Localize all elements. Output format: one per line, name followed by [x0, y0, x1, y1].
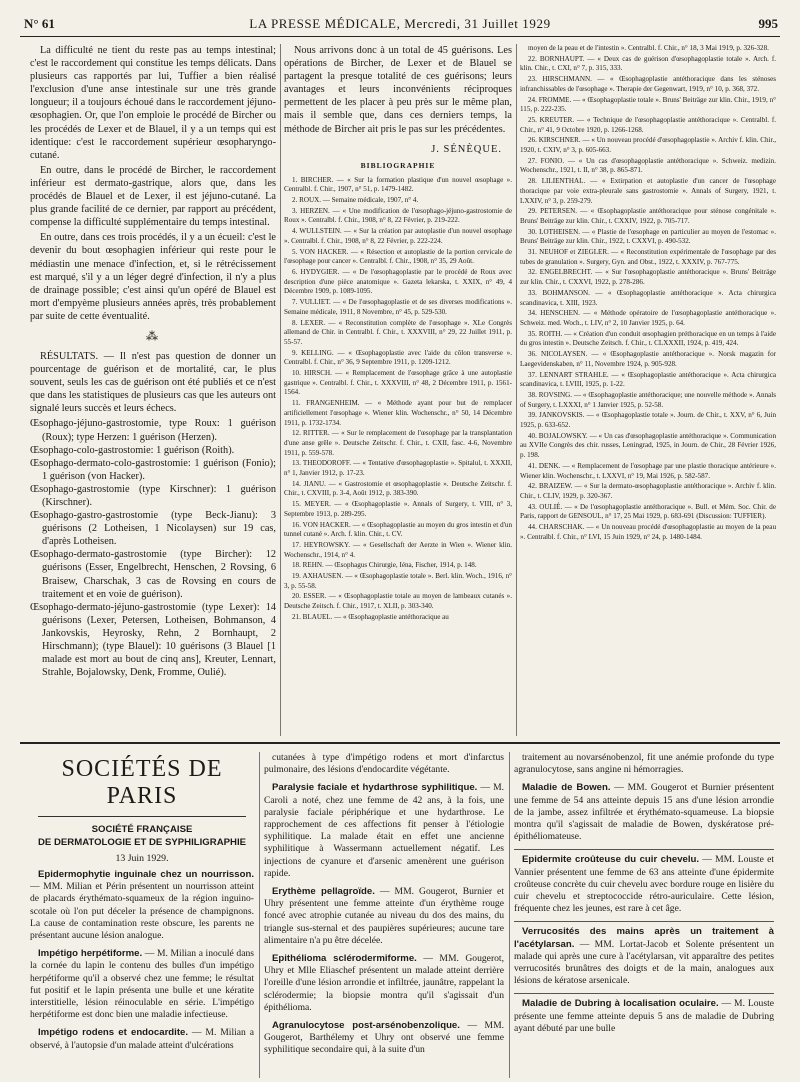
communication-heading: Epidermite croûteuse du cuir chevelu.	[522, 854, 700, 866]
communication-entry	[264, 782, 504, 880]
communication-entry	[264, 953, 504, 1014]
bibliography-entry: 22. BORNHAUPT. — « Deux cas de guérison d'œsophagoplastie totale ». Arch. f. klin. Chir., t. CXI, n° 7, p. 315, 333.	[520, 54, 776, 73]
bibliography-entry: 27. FONIO. — « Un cas d'œsophagoplastie antéthoracique ». Schweiz. medizin. Wochenschr., 1921, t. II, n° 38, p. 865-871.	[520, 156, 776, 175]
bibliography-entry: 12. RITTER. — « Sur le remplacement de l'œsophage par la transplantation d'une anse grêle ». Deutsche Zeitschr. f. Chir., t. CXII, fasc. 4-6, Novembre 1911, p. 559-578.	[284, 429, 512, 457]
society-name: SOCIÉTÉ FRANÇAISE	[91, 824, 193, 835]
communication-body: — MM. Louste et Vannier présentent une femme de 63 ans atteinte d'une épidermite croûteuse concrète du cuir chevelu avec bordure rouge en lisière du cuir chevelu et streptococcide rétro-auriculaire. Cette lésion, fréquente chez les jeunes, est rare à cet âge.	[514, 854, 774, 915]
section-asterism: ⁂	[146, 328, 160, 343]
communication-entry	[30, 1027, 254, 1051]
communication-body: — M. Milian a inoculé dans la cornée du lapin le contenu des bulles d'un impétigo herpétiforme qu'il a observé chez une femme; le résultat fut positif et le lapin présenta une bulle et une kératite interstitielle, lésion réinoculable en série. L'impétigo herpétiforme est donc bien une maladie infectieuse.	[30, 948, 254, 1021]
communication-heading: Maladie de Bowen.	[522, 782, 611, 794]
bibliography-entry: 42. BRAIZEW. — « Sur la dermato-œsophagoplastie antéthoracique ». Archiv f. klin. Chir., t. CLIV, 1929, p. 320-367.	[520, 482, 776, 500]
article-paragraph: En outre, dans ces trois procédés, il y a un écueil: c'est le devenir du bout œsophagien inférieur qui reste pour le médiastin une menace d'infection, et, si le rétrécissement est marqué, s'il y a un léger degré d'infection, il n'y a plus de drainage possible; c'est ainsi qu'un opéré de Blauel est mort d'empyème plusieurs années après, très probablement par suite de cette éventualité.	[30, 232, 276, 322]
results-paragraph: RÉSULTATS. — Il n'est pas question de donner un pourcentage de guérison et de mortalité, car, le plus souvent, seuls les cas de guérison ont été publiés et ce n'est que dans les statistiques de plusieurs cas que les auteurs ont signalé leurs succès et leurs échecs.	[30, 350, 276, 415]
communication-body: — M. Caroli a noté, chez une femme de 42 ans, à la fois, une paralysie faciale périphérique et une hydarthrose. Le rapprochement de ces affections fit penser à l'étiologie syphilitique. La malade était en effet une ancienne syphilitique à Wassermann actuellement négatif. Les injections de cyanure et d'arsenic amenèrent une guérison rapide.	[264, 782, 504, 879]
communication-heading: Epithélioma sclérodermiforme.	[272, 953, 417, 965]
bibliography-entry: moyen de la peau et de l'intestin ». Centralbl. f. Chir., n° 18, 3 Mai 1919, p. 326-328.	[528, 44, 769, 52]
section-title: SOCIÉTÉS DE PARIS	[61, 756, 223, 809]
communication-body: — MM. Gougerot, Barthélemy et Uhry ont observé une femme syphilitique secondaire qui, à la suite d'un	[264, 1020, 504, 1056]
bibliography-entry: 17. HEYROWSKY. — « Gesellschaft der Aerzte in Wien ». Wiener klin. Wochenschr., 1914, n° 4.	[284, 540, 512, 559]
bibliography-entry: 36. NICOLAYSEN. — « Œsophagoplastie antéthoracique ». Norsk magazin for Laegevidenskaben, n° 11, Novembre 1924, p. 905-928.	[520, 350, 776, 368]
bibliography-entry: 13. THEODOROFF. — « Tentative d'œsophagoplastie ». Spitalul, t. XXXII, n° 1, Janvier 1912, p. 17-23.	[284, 459, 512, 478]
communication-heading: Verrucosités des mains après un traitement à l'acétylarsan.	[514, 926, 774, 950]
conclusion-paragraph: Nous arrivons donc à un total de 45 guérisons. Les opérations de Bircher, de Lexer et de Blauel se partagent la presque totalité de ces guérisons; leurs avantages et leurs inconvénients réciproques permettent de les placer à peu près sur le même plan, mais il semble que, dans ces derniers temps, la méthode de Bircher ait pris le pas sur les précédentes.	[284, 45, 512, 135]
page-number-right: 995	[758, 16, 778, 31]
bibliography-entry: 32. ENGELBRECHT. — « Sur l'œsophagoplastie antéthoracique ». Bruns' Beiträge zur klin. Chir., t. CXXVI, 1922, p. 278-286.	[520, 268, 776, 287]
communication-entry	[514, 782, 774, 843]
bibliography-entry: 3. HERZEN. — « Une modification de l'œsophago-jéjuno-gastrostomie de Roux ». Centralbl. f. Chir., 1908, n° 8, 22 Février, p. 219-222.	[284, 206, 512, 225]
bibliography-entry: 9. KELLING. — « Œsophagoplastie avec l'aide du côlon transverse ». Centralbl. f. Chir., n° 36, 9 Septembre 1911, p. 1209-1212.	[284, 348, 512, 367]
bibliography-entry: 18. REHN. — Œsophagus Chirurgie, Iéna, Fischer, 1914, p. 148.	[292, 561, 477, 570]
bibliography-entry: 43. OULIÉ. — « De l'œsophagoplastie antéthoracique ». Bull. et Mém. Soc. Chir. de Paris, rapport de GENSOUL, n° 17, 25 Mai 1929, p. 683-691 (Discussion: TUFFIER).	[520, 502, 776, 521]
communication-list	[514, 752, 774, 1035]
communication-list	[30, 869, 254, 1052]
communication-body: — MM. Lortat-Jacob et Solente présentent un malade qui après une cure à l'acétylarsan, vit apparaître des petites verrucosités brunâtres des doigts et de la main, analogues aux lésions de kératose arsenicale.	[514, 938, 774, 987]
author-signature: J. SÉNÈQUE.	[431, 143, 502, 155]
society-column-3	[514, 752, 774, 1078]
article-column-2	[284, 44, 512, 736]
communication-entry	[514, 921, 774, 987]
bibliography-entry: 34. HENSCHEN. — « Méthode opératoire de l'œsophagoplastie antéthoracique ». Schweiz. med. Woch., t. LIV, n° 2, 10 Janvier 1925, p. 64.	[520, 309, 776, 327]
bibliography-entry: 19. AXHAUSEN. — « Œsophagoplastie totale ». Berl. klin. Woch., 1916, n° 3, p. 55-58.	[284, 572, 512, 590]
communication-body: — M. Milian a observé, à l'autopsie d'un malade atteint d'ulcérations	[30, 1027, 254, 1051]
bibliography-entry: 1. BIRCHER. — « Sur la formation plastique d'un nouvel œsophage ». Centralbl. f. Chir., 1907, n° 51, p. 1479-1482.	[284, 175, 512, 194]
column-divider	[509, 752, 510, 1078]
communication-heading: Erythème pellagroïde.	[272, 886, 375, 898]
communication-entry	[30, 948, 254, 1021]
bibliography-entry: 40. BOJALOWSKY. — « Un cas d'œsophagoplastie antéthoracique ». Communication au XVIIe Congrès des chir. russes, Leningrad, 1925, in Journ. de Chir., 28 Février 1926, p. 198.	[520, 431, 776, 460]
communication-body: — MM. Gougerot, Uhry et Mlle Eliaschef présentent un malade atteint derrière l'oreille d'une lésion arrondie et infiltrée, jaunâtre, rappelant la sclérodermie; la biopsie montra qu'il s'agissait d'un épithélioma.	[264, 953, 504, 1013]
society-name: DE DERMATOLOGIE ET DE SYPHILIGRAPHIE	[37, 837, 247, 848]
bibliography-entry: 26. KIRSCHNER. — « Un nouveau procédé d'œsophagoplastie ». Archiv f. klin. Chir., 1920, t. CXIV, n° 3, p. 605-663.	[520, 136, 776, 155]
bibliography-entry: 44. CHARSCHAK. — « Un nouveau procédé d'œsophagoplastie au moyen de la peau ». Centralbl. f. Chir., n° LVI, 15 Juin 1929, n° 24, p. 1480-1484.	[520, 523, 776, 541]
communication-body: — MM. Gougerot et Burnier présentent une femme de 54 ans atteinte depuis 15 ans d'une lésion arrondie de la jambe, assez infiltrée et érythémato-squameuse. La biopsie montra qu'il s'agissait de maladie de Bowen, dyskératose pré-épithéliomateuse.	[514, 782, 774, 843]
article-column-1	[30, 44, 276, 736]
bibliography-entry: 8. LEXER. — « Reconstitution complète de l'œsophage ». XLe Congrès allemand de Chir. in Centralbl. f. Chir., t. XXXVIII, n° 29, 22 Juillet 1911, p. 55-57.	[284, 318, 512, 346]
communication-entry	[264, 1020, 504, 1057]
bibliography-entry: 23. HIRSCHMANN. — « Œsophagoplastie antéthoracique dans les sténoses infranchissables de l'œsophage ». Therapie der Gegenwart, 1919, n° 10, p. 368, 372.	[520, 75, 776, 93]
header-rule	[20, 36, 780, 37]
results-list-item: Œsophago-colo-gastrostomie: 1 guérison (Roith).	[30, 444, 235, 456]
bibliography-entry: 6. HYDYGIER. — « De l'œsophagoplastie par le procédé de Roux avec description d'une pièce anatomique ». Gazeta lekarska, t. XXIX, n° 49, 4 Décembre 1909, p. 1089-1095.	[284, 267, 512, 296]
bibliography-title: BIBLIOGRAPHIE	[360, 160, 436, 170]
bibliography-entry: 39. JANKOVSKIS. — « Œsophagoplastie totale ». Journ. de Chir., t. XXV, n° 6, Juin 1925, p. 633-652.	[520, 411, 776, 430]
bibliography-column-3	[520, 44, 776, 736]
bibliography-entry: 5. VON HACKER. — « Résection et autoplastie de la portion cervicale de l'œsophage pour cancer ». Centralbl. f. Chir., 1908, n° 35, 29 Août.	[284, 247, 512, 266]
communication-body: — MM. Milian et Périn présentent un nourrisson atteint de placards érythémato-squameux de la région inguino-scotale où l'on put déceler la présence de champignons. La cause de contamination reste obscure, les parents ne présentant aucune lésion analogue.	[30, 881, 254, 942]
communication-body: — MM. Gougerot, Burnier et Uhry présentent une femme atteinte d'un érythème rouge foncé avec atrophie cutanée au niveau du dos des mains, du triangle sus-sternal et des paupières supérieures; aucune tare alimentaire n'a pu être décelée.	[264, 886, 504, 946]
bibliography-entry: 21. BLAUEL. — « Œsophagoplastie antéthoracique au	[292, 612, 449, 621]
bibliography-entry: 10. HIRSCH. — « Remplacement de l'œsophage grâce à une autoplastie gastrique ». Centralbl. f. Chir., t. XXXVIII, n° 48, 2 Décembre 1911, p. 1561-1564.	[284, 369, 512, 397]
bibliography-entry: 41. DENK. — « Remplacement de l'œsophage par une plastie thoracique antérieure ». Wiener klin. Wochenschr., t. LXXVI, n° 19, Mai 1926, p. 582-587.	[520, 461, 776, 480]
results-list-item: Œsophago-gastrostomie (type Kirschner): 1 guérison (Kirschner).	[30, 483, 276, 508]
bibliography-entry: 29. PETERSEN. — « Œsophagoplastie antéthoracique pour sténose congénitale ». Bruns' Beiträge zur klin. Chir., t. CXXIV, 1922, p. 705-717.	[520, 207, 776, 225]
communication-entry	[514, 752, 774, 776]
communication-entry	[264, 752, 504, 776]
communication-heading: Maladie de Dubring à localisation oculaire.	[522, 998, 719, 1010]
results-list-item: Œsophago-dermato-colo-gastrostomie: 1 guérison (Fonio); 1 guérison (von Hacker).	[30, 457, 276, 482]
column-divider	[259, 752, 260, 1078]
communication-heading: Paralysie faciale et hydarthrose syphilitique.	[272, 782, 478, 794]
communication-entry	[514, 849, 774, 915]
journal-title: LA PRESSE MÉDICALE, Mercredi, 31 Juillet 1929	[249, 16, 551, 31]
communication-list	[264, 752, 504, 1057]
communication-body: cutanées à type d'impétigo rodens et mort d'infarctus pulmonaire, des lésions d'endocardite végétante.	[264, 752, 504, 776]
session-date: 13 Juin 1929.	[115, 853, 169, 864]
article-paragraph: En outre, dans le procédé de Bircher, le raccordement inférieur est dermato-gastrique, alors que, dans les procédés de Blauel et de Lexer, il est jéjuno-cutané. La plus grande facilité de ce dernier, par rapport au précédent, compense la difficulté supplémentaire du temps intestinal.	[30, 164, 276, 229]
bibliography-entry: 20. ESSER. — « Œsophagoplastie totale au moyen de lambeaux cutanés ». Deutsche Zeitsch. f. Chir., 1917, t. XLII, p. 303-340.	[284, 592, 512, 611]
communication-heading: Agranulocytose post-arsénobenzolique.	[272, 1020, 460, 1032]
bibliography-entry: 4. WULLSTEIN. — « Sur la création par autoplastie d'un nouvel œsophage ». Centralbl. f. Chir., 1908, n° 8, 22 Février, p. 222-224.	[284, 227, 512, 245]
bibliography-list	[284, 176, 512, 623]
communication-heading: Impétigo herpétiforme.	[38, 948, 143, 960]
bibliography-entry: 15. MEYER. — « Œsophagoplastie ». Annals of Surgery, t. VIII, n° 3, Septembre 1913, p. 289-295.	[284, 500, 512, 518]
column-divider	[516, 44, 517, 736]
communication-body: traitement au novarsénobenzol, fit une anémie profonde du type agranulocytose, sans angine ni hémorragies.	[514, 752, 774, 776]
article-paragraph: La difficulté ne tient du reste pas au temps intestinal; c'est le raccordement qui constitue les temps délicats. Dans plusieurs cas rapportés par lui, Tuffier a bien réalisé l'exclusion d'une anse intestinale sur une très grande longueur; il a toujours échoué dans le raccordement jéjuno-œsophagien. Or, que l'on emploie le procédé de Bircher ou les procédés de Lexer et de Blauel, il y a un temps qui est identique: c'est le raccordement supérieur œsopharyngo-cutané.	[30, 45, 276, 161]
communication-heading: Impétigo rodens et endocardite.	[38, 1027, 189, 1039]
bibliography-entry: 24. FROMME. — « Œsophagoplastie totale ». Bruns' Beiträge zur klin. Chir., 1919, n° 115, p. 222-235.	[520, 95, 776, 114]
communication-entry	[514, 993, 774, 1035]
bibliography-entry: 35. ROITH. — « Création d'un conduit œsophagien préthoracique en un temps à l'aide du gros intestin ». Deutsche Zeitsch. f. Chir., t. CLXXXII, 1924, p. 419, 424.	[520, 329, 776, 348]
communication-entry	[264, 886, 504, 947]
results-list-item: Œsophago-jéjuno-gastrostomie, type Roux: 1 guérison (Roux); type Herzen: 1 guérison (Herzen).	[30, 418, 276, 443]
bibliography-list	[520, 44, 776, 542]
results-list-item: Œsophago-dermato-gastrostomie (type Bircher): 12 guérisons (Esser, Engelbrecht, Henschen, 2 Rovsing, 6 Braisew, Charschak, 3 cas de Rovsing en cours de traitement et en voie de guérison).	[30, 549, 276, 600]
bibliography-entry: 2. ROUX. — Semaine médicale, 1907, n° 4.	[292, 196, 419, 205]
bibliography-entry: 37. LENNART STRAHLE. — « Œsophagoplastie antéthoracique ». Acta chirurgica scandinavica, t. LVIII, 1925, p. 1-22.	[520, 370, 776, 389]
bibliography-entry: 7. VULLIET. — « De l'œsophagoplastie et de ses diverses modifications ». Semaine médicale, 1911, 8 Novembre, n° 45, p. 529-530.	[284, 298, 512, 316]
title-underline	[38, 816, 246, 817]
bibliography-entry: 31. NEUHOF et ZIEGLER. — « Reconstitution expérimentale de l'œsophage par des tubes de granulation ». Surgery, Gyn. and Obst., 1922, t. XXXIV, p. 767-775.	[520, 248, 776, 266]
bibliography-entry: 16. VON HACKER. — « Œsophagoplastie au moyen du gros intestin et d'un tunnel cutané ». Arch. f. klin. Chir., t. CV.	[284, 520, 512, 539]
communication-heading: Epidermophytie inguinale chez un nourrisson.	[38, 869, 254, 880]
society-column-2	[264, 752, 504, 1078]
results-list-item: Œsophago-gastro-gastrostomie (type Beck-Jianu): 3 guérisons (2 Lotheisen, 1 Nicolaysen) sur 19 cas, d'après Lotheisen.	[30, 510, 276, 548]
page-header	[20, 6, 780, 38]
page-number-left: N° 61	[24, 16, 55, 31]
column-divider	[280, 44, 281, 736]
bibliography-entry: 28. LILIENTHAL. — « Extirpation et autoplastie d'un cancer de l'œsophage thoracique par voie extra-pleurale sans gastrostomie ». Annals of Surgery, 1921, t. LXXIV, n° 3, p. 259-279.	[520, 177, 776, 205]
bibliography-entry: 25. KREUTER. — « Technique de l'œsophagoplastie antéthoracique ». Centralbl. f. Chir., n° 41, 9 Octobre 1920, p. 1266-1268.	[520, 115, 776, 134]
bibliography-entry: 38. ROVSING. — « Œsophagoplastie antéthoracique; une nouvelle méthode ». Annals of Surgery, t. LXXXI, n° 1 Janvier 1925, p. 52-58.	[520, 390, 776, 409]
section-rule	[20, 742, 780, 744]
bibliography-entry: 33. BOHMANSON. — « Œsophagoplastie antéthoracique ». Acta chirurgica scandinavica, t. XIII, 1923.	[520, 288, 776, 307]
communication-entry	[30, 869, 254, 942]
results-list-item: Œsophago-dermato-jéjuno-gastrostomie (type Lexer): 14 guérisons (Lexer, Petersen, Lotheisen, Bohmanson, 4 Jankovskis, Heyrosky, Rehn, 2 Bornhaupt, 2 Hirschmann); (type Blauel): 10 guérisons (3 Blauel [1 malade est mort au bout de cinq ans], Kreuter, Lennart, Strahle, Bojalowsky, Denk, Fromme, Oulié).	[30, 601, 276, 679]
bibliography-entry: 14. JIANU. — « Gastrostomie et œsophagoplastie ». Deutsche Zeitschr. f. Chir., t. CXVIII, p. 3-4, Août 1912, p. 383-390.	[284, 479, 512, 498]
society-column-1	[30, 752, 254, 1078]
bibliography-entry: 30. LOTHEISEN. — « Plastie de l'œsophage en particulier au moyen de l'estomac ». Bruns' Beiträge zur klin. Chir., 1922, t. CXXVI, p. 490-532.	[520, 227, 776, 246]
bibliography-entry: 11. FRANGENHEIM. — « Méthode ayant pour but de remplacer artificiellement l'œsophage ». Wiener klin. Wochenschr., n° 50, 14 Décembre 1911, p. 1732-1734.	[284, 399, 512, 427]
communication-body: — M. Louste présente une femme atteinte depuis 5 ans de maladie de Dubring ayant débuté par une bulle	[514, 998, 774, 1034]
